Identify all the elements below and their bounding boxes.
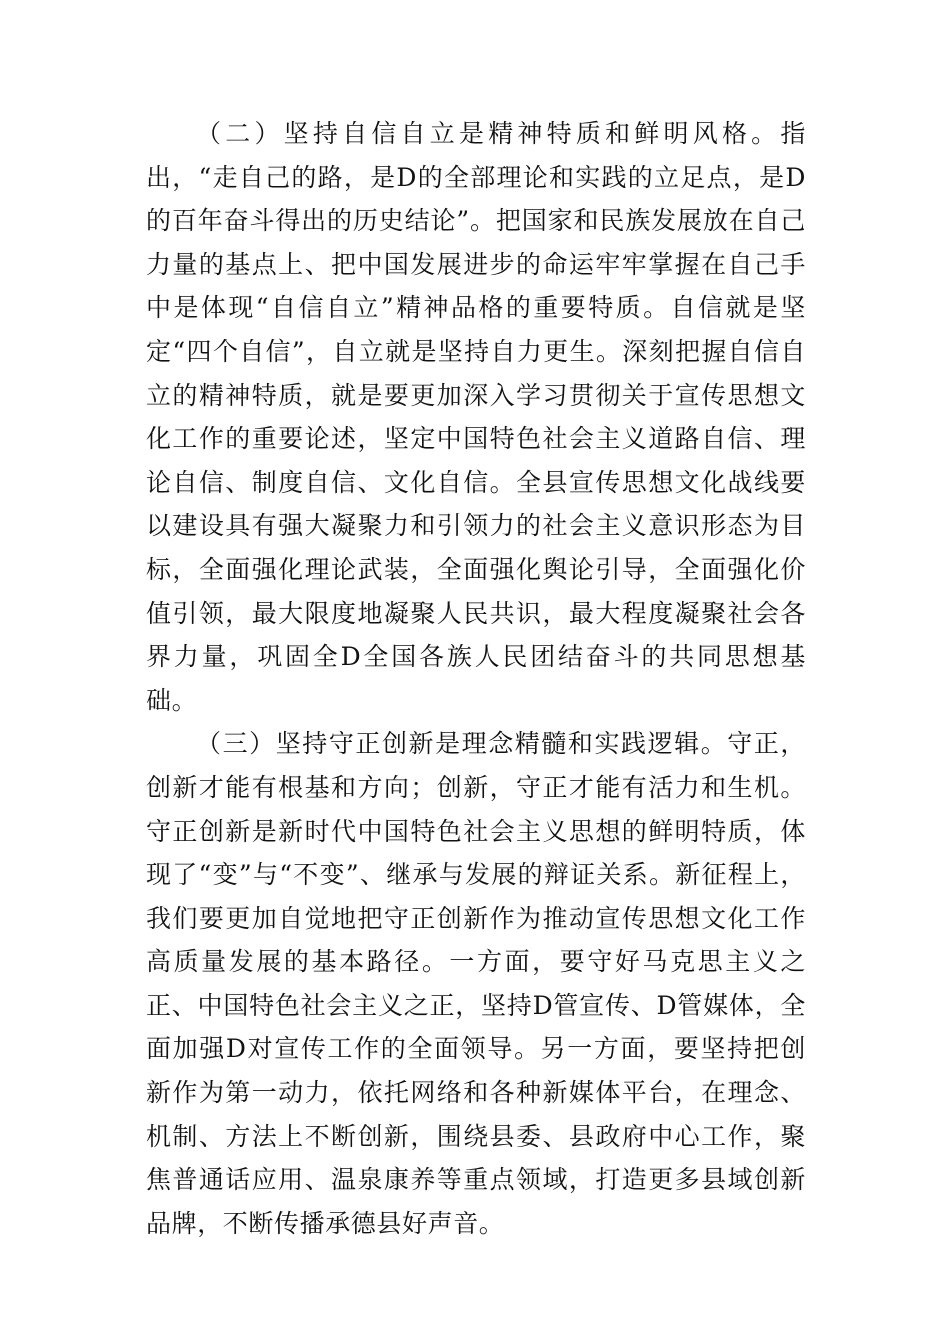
- paragraph-section-3: （三）坚持守正创新是理念精髓和实践逻辑。守正，创新才能有根基和方向；创新，守正才能有活力和生机。守正创新是新时代中国特色社会主义思想的鲜明特质，体现了“变”与“不变”、继承与发展的辩证关系。新征程上，我们要更加自觉地把守正创新作为推动宣传思想文化工作高质量发展的基本路径。一方面，要守好马克思主义之正、中国特色社会主义之正，坚持D管宣传、D管媒体，全面加强D对宣传工作的全面领导。另一方面，要坚持把创新作为第一动力，依托网络和各种新媒体平台，在理念、机制、方法上不断创新，围绕县委、县政府中心工作，聚焦普通话应用、温泉康养等重点领域，打造更多县域创新品牌，不断传播承德县好声音。: [146, 729, 806, 1238]
- paragraph-section-2: （二）坚持自信自立是精神特质和鲜明风格。指出，“走自己的路，是D的全部理论和实践的立足点，是D的百年奋斗得出的历史结论”。把国家和民族发展放在自己力量的基点上、把中国发展进步的命运牢牢掌握在自己手中是体现“自信自立”精神品格的重要特质。自信就是坚定“四个自信”，自立就是坚持自力更生。深刻把握自信自立的精神特质，就是要更加深入学习贯彻关于宣传思想文化工作的重要论述，坚定中国特色社会主义道路自信、理论自信、制度自信、文化自信。全县宣传思想文化战线要以建设具有强大凝聚力和引领力的社会主义意识形态为目标，全面强化理论武装，全面强化舆论引导，全面强化价值引领，最大限度地凝聚人民共识，最大程度凝聚社会各界力量，巩固全D全国各族人民团结奋斗的共同思想基础。: [146, 119, 806, 715]
- document-body: [146, 112, 806, 1245]
